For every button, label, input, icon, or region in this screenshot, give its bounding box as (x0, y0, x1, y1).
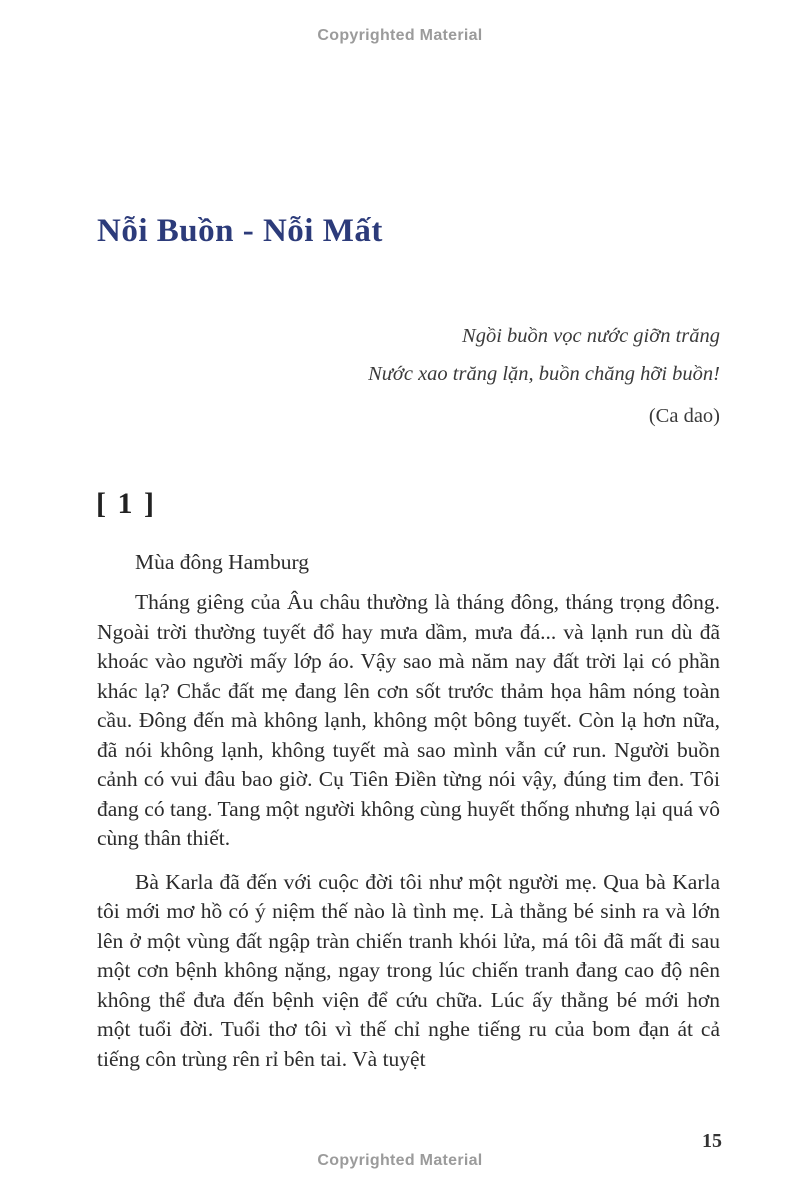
epigraph (368, 317, 720, 435)
body-text (97, 588, 720, 1088)
chapter-title: Nỗi Buồn - Nỗi Mất (97, 213, 383, 249)
copyright-notice-top: Copyrighted Material (317, 27, 483, 44)
epigraph-attribution: (Ca dao) (648, 405, 720, 427)
paragraph-2: Bà Karla đã đến với cuộc đời tôi như một người mẹ. Qua bà Karla tôi mới mơ hồ có ý niệm thế nào là tình mẹ. Là thằng bé sinh ra và lớn lên ở một vùng đất ngập tràn chiến tranh khói lửa, má tôi đã mất đi sau một cơn bệnh không nặng, ngay trong lúc chiến tranh đang cao độ nên không thể đưa đến bệnh viện để cứu chữa. Lúc ấy thằng bé mới hơn một tuổi đời. Tuổi thơ tôi vì thế chỉ nghe tiếng ru của bom đạn át cả tiếng côn trùng rên rỉ bên tai. Và tuyệt (97, 869, 720, 1071)
epigraph-line-2: Nước xao trăng lặn, buồn chăng hỡi buồn! (368, 363, 720, 385)
section-marker: [ 1 ] (96, 487, 156, 520)
copyright-notice-bottom: Copyrighted Material (317, 1152, 483, 1169)
paragraph-1: Tháng giêng của Âu châu thường là tháng đông, tháng trọng đông. Ngoài trời thường tuyết đổ hay mưa dầm, mưa đá... và lạnh run dù đã khoác vào người mấy lớp áo. Vậy sao mà năm nay đất trời lại có phần khác lạ? Chắc đất mẹ đang lên cơn sốt trước thảm họa hâm nóng toàn cầu. Đông đến mà không lạnh, không một bông tuyết. Còn lạ hơn nữa, đã nói không lạnh, không tuyết mà sao mình vẫn cứ run. Người buồn cảnh có vui đâu bao giờ. Cụ Tiên Điền từng nói vậy, đúng tim đen. Tôi đang có tang. Tang một người không cùng huyết thống nhưng lại quá vô cùng thân thiết. (97, 590, 720, 850)
dateline: Mùa đông Hamburg (135, 550, 309, 574)
page-number: 15 (702, 1130, 722, 1152)
epigraph-line-1: Ngồi buồn vọc nước giỡn trăng (462, 325, 720, 347)
